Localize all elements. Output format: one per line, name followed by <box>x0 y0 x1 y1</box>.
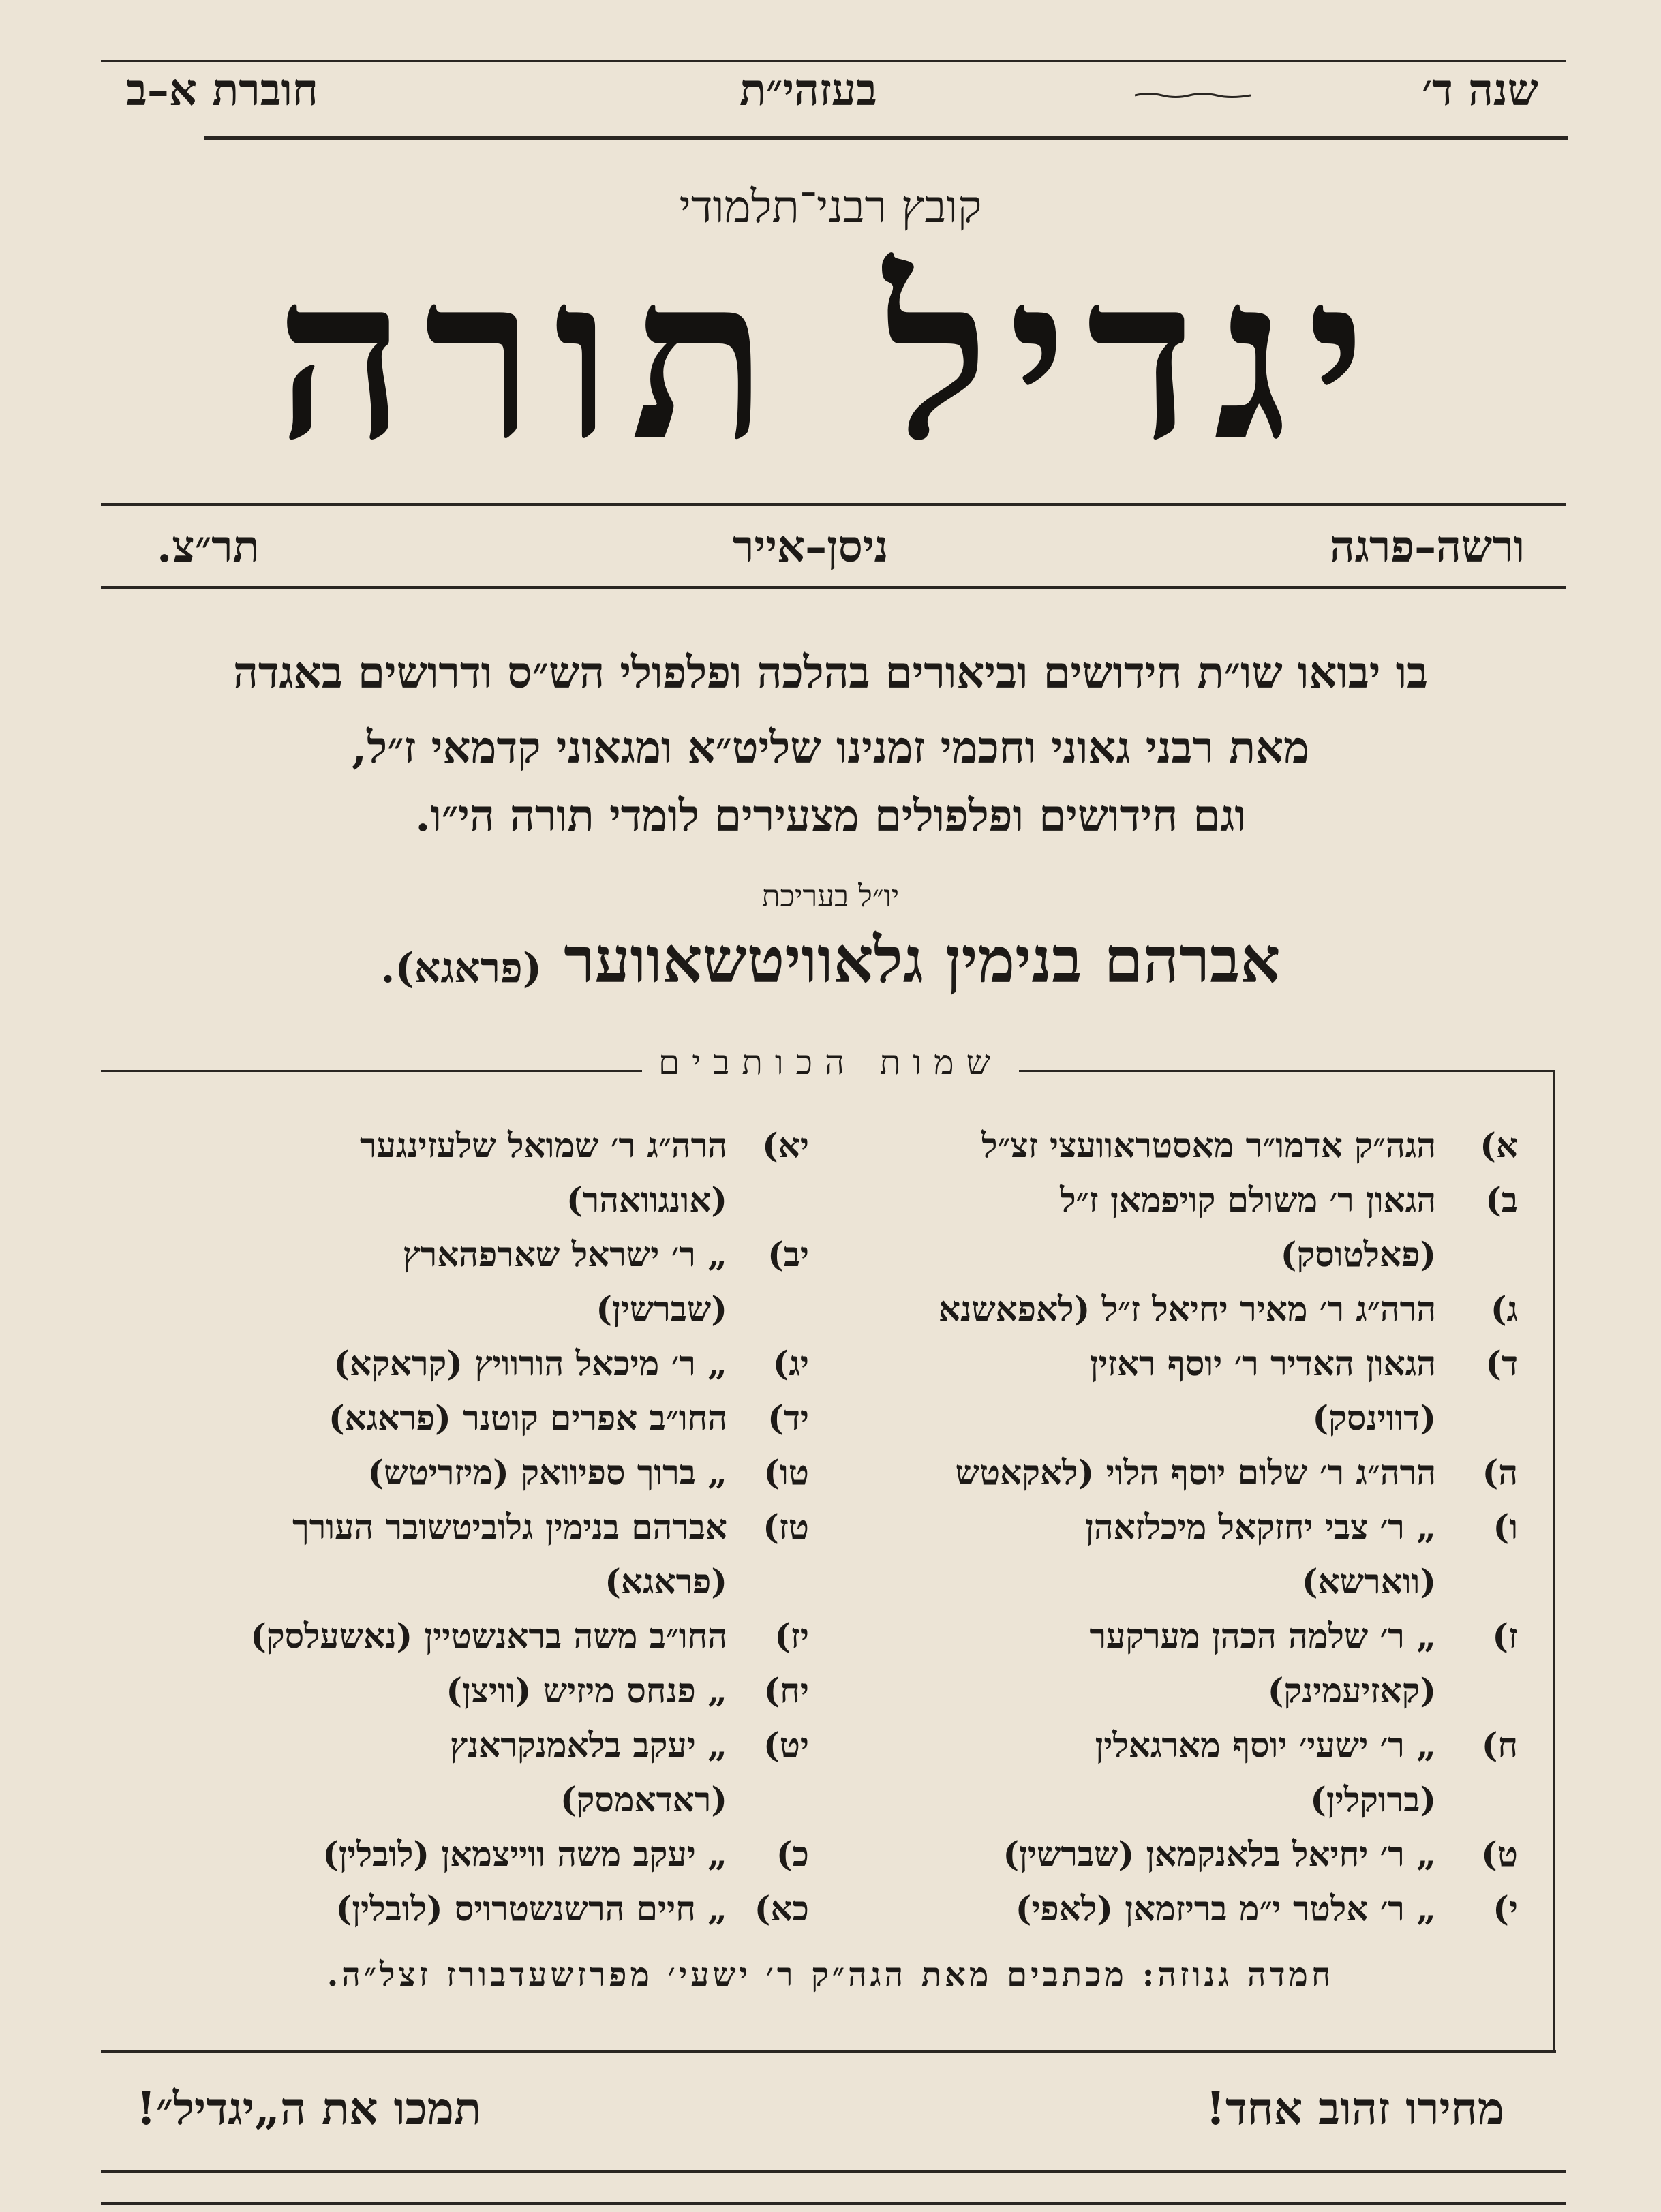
footer-bottom-rule-2 <box>101 2202 1566 2205</box>
year-date-label: תר״צ. <box>157 521 260 572</box>
editor-intro: יו״ל בעריכת <box>761 879 900 914</box>
contributors-right-column <box>836 1118 1518 1935</box>
list-item: ח) „ ר׳ ישעי׳ יוסף מארגאלין <box>1095 1724 1518 1765</box>
header-rule <box>204 136 1568 140</box>
list-item: (פראגא) <box>605 1561 727 1601</box>
cities-label: ורשה–פרגה <box>1329 521 1525 572</box>
list-item: ד) הגאון האדיר ר׳ יוסף ראזין <box>1090 1342 1518 1383</box>
list-item: (דווינסק) <box>1312 1397 1436 1438</box>
footer-top-rule <box>101 2050 1556 2053</box>
list-item: (ברוקלין) <box>1310 1779 1436 1819</box>
ornament-icon <box>1135 92 1251 99</box>
list-item: ה) הרה״ג ר׳ שלום יוסף הלוי (לאקאטש <box>955 1451 1518 1492</box>
chemda-note: חמדה גנוזה: מכתבים מאת הגה״ק ר׳ ישעי׳ מפרזשעדבורז זצל״ה. <box>326 1956 1335 1994</box>
list-item: ט) „ ר׳ יחיאל בלאנקמאן (שברשין) <box>1003 1833 1518 1874</box>
list-item: (פאלטוסק) <box>1280 1233 1436 1274</box>
issue-label: חוברת א–ב <box>126 65 318 116</box>
list-item: יח) „ פנחס מיזיש (וויצן) <box>446 1670 809 1710</box>
footer-bottom-rule <box>101 2170 1566 2173</box>
list-item: (שברשין) <box>596 1288 727 1329</box>
description-line-2: מאת רבני גאוני וחכמי זמנינו שליט״א ומגאוני קדמאי ז״ל, <box>352 722 1309 773</box>
list-item: יד) החו״ב אפרים קוטנר (פראגא) <box>329 1397 809 1438</box>
editor-line <box>0 923 1661 997</box>
contributors-right-border <box>1553 1070 1555 2051</box>
dateline-bottom-rule <box>101 586 1566 589</box>
list-item: טז) אברהם בנימין גלוביטשובר העורך <box>292 1506 809 1547</box>
list-item: ו) „ ר׳ צבי יחזקאל מיכלזאהן <box>1085 1506 1518 1547</box>
list-item: ג) הרה״ג ר׳ מאיר יחיאל ז״ל (לאפאשנא <box>939 1288 1518 1329</box>
list-item: א) הגה״ק אדמו״ר מאסטראוועצי זצ״ל <box>981 1124 1518 1165</box>
description-line-3: וגם חידושים ופלפולים מצעירים לומדי תורה הי״ו. <box>415 790 1246 842</box>
list-item: יב) „ ר׳ ישראל שארפהארץ <box>402 1233 809 1274</box>
list-item: יט) „ יעקב בלאמנקראנץ <box>449 1724 809 1765</box>
list-item: (ראדאמסק) <box>560 1779 727 1819</box>
top-rule <box>101 60 1566 62</box>
list-item: (ווארשא) <box>1301 1561 1436 1601</box>
list-item: ב) הגאון ר׳ משולם קויפמאן ז״ל <box>1060 1179 1518 1220</box>
list-item: (קאזיעמינק) <box>1267 1670 1436 1710</box>
list-item: כ) „ יעקב משה ווייצמאן (לובלין) <box>322 1833 809 1874</box>
list-item: כא) „ חיים הרשנשטרויס (לובלין) <box>335 1888 809 1929</box>
editor-name: אברהם בנימין גלאוויטשאווער <box>564 923 1281 997</box>
year-label: שנה ד׳ <box>1422 65 1538 116</box>
list-item: יז) החו״ב משה בראנשטיין (נאשעלסק) <box>250 1615 809 1656</box>
list-item: י) „ ר׳ אלטר י״מ בריזמאן (לאפי) <box>1015 1888 1518 1929</box>
list-item: (אונגוואהר) <box>566 1179 727 1220</box>
price-label: מחירו זהוב אחד! <box>1206 2082 1504 2135</box>
description-line-1: בו יבואו שו״ת חידושים וביאורים בהלכה ופלפולי הש״ס ודרושים באגדה <box>233 647 1428 698</box>
editor-city: (פראגא). <box>380 944 543 992</box>
support-label: תמכו את ה„יגדיל״! <box>136 2082 482 2135</box>
list-item: טו) „ ברוך ספיוואק (מיזריטש) <box>367 1451 809 1492</box>
months-label: ניסן–אייר <box>733 521 889 572</box>
contributors-heading <box>0 1043 1661 1082</box>
subtitle: קובץ רבני־תלמודי <box>679 181 982 233</box>
blessing-label: בעזהי״ת <box>740 65 877 116</box>
masthead-title: יגדיל תורה <box>275 226 1386 490</box>
contributors-heading-text: שמות הכותבים <box>642 1043 1019 1082</box>
list-item: ז) „ ר׳ שלמה הכהן מערקער <box>1089 1615 1518 1656</box>
contributors-left-column <box>100 1118 809 1935</box>
dateline-top-rule <box>101 503 1566 506</box>
list-item: יא) הרה״ג ר׳ שמואל שלעזינגער <box>360 1124 809 1165</box>
list-item: יג) „ ר׳ מיכאל הורוויץ (קראקא) <box>333 1342 809 1383</box>
